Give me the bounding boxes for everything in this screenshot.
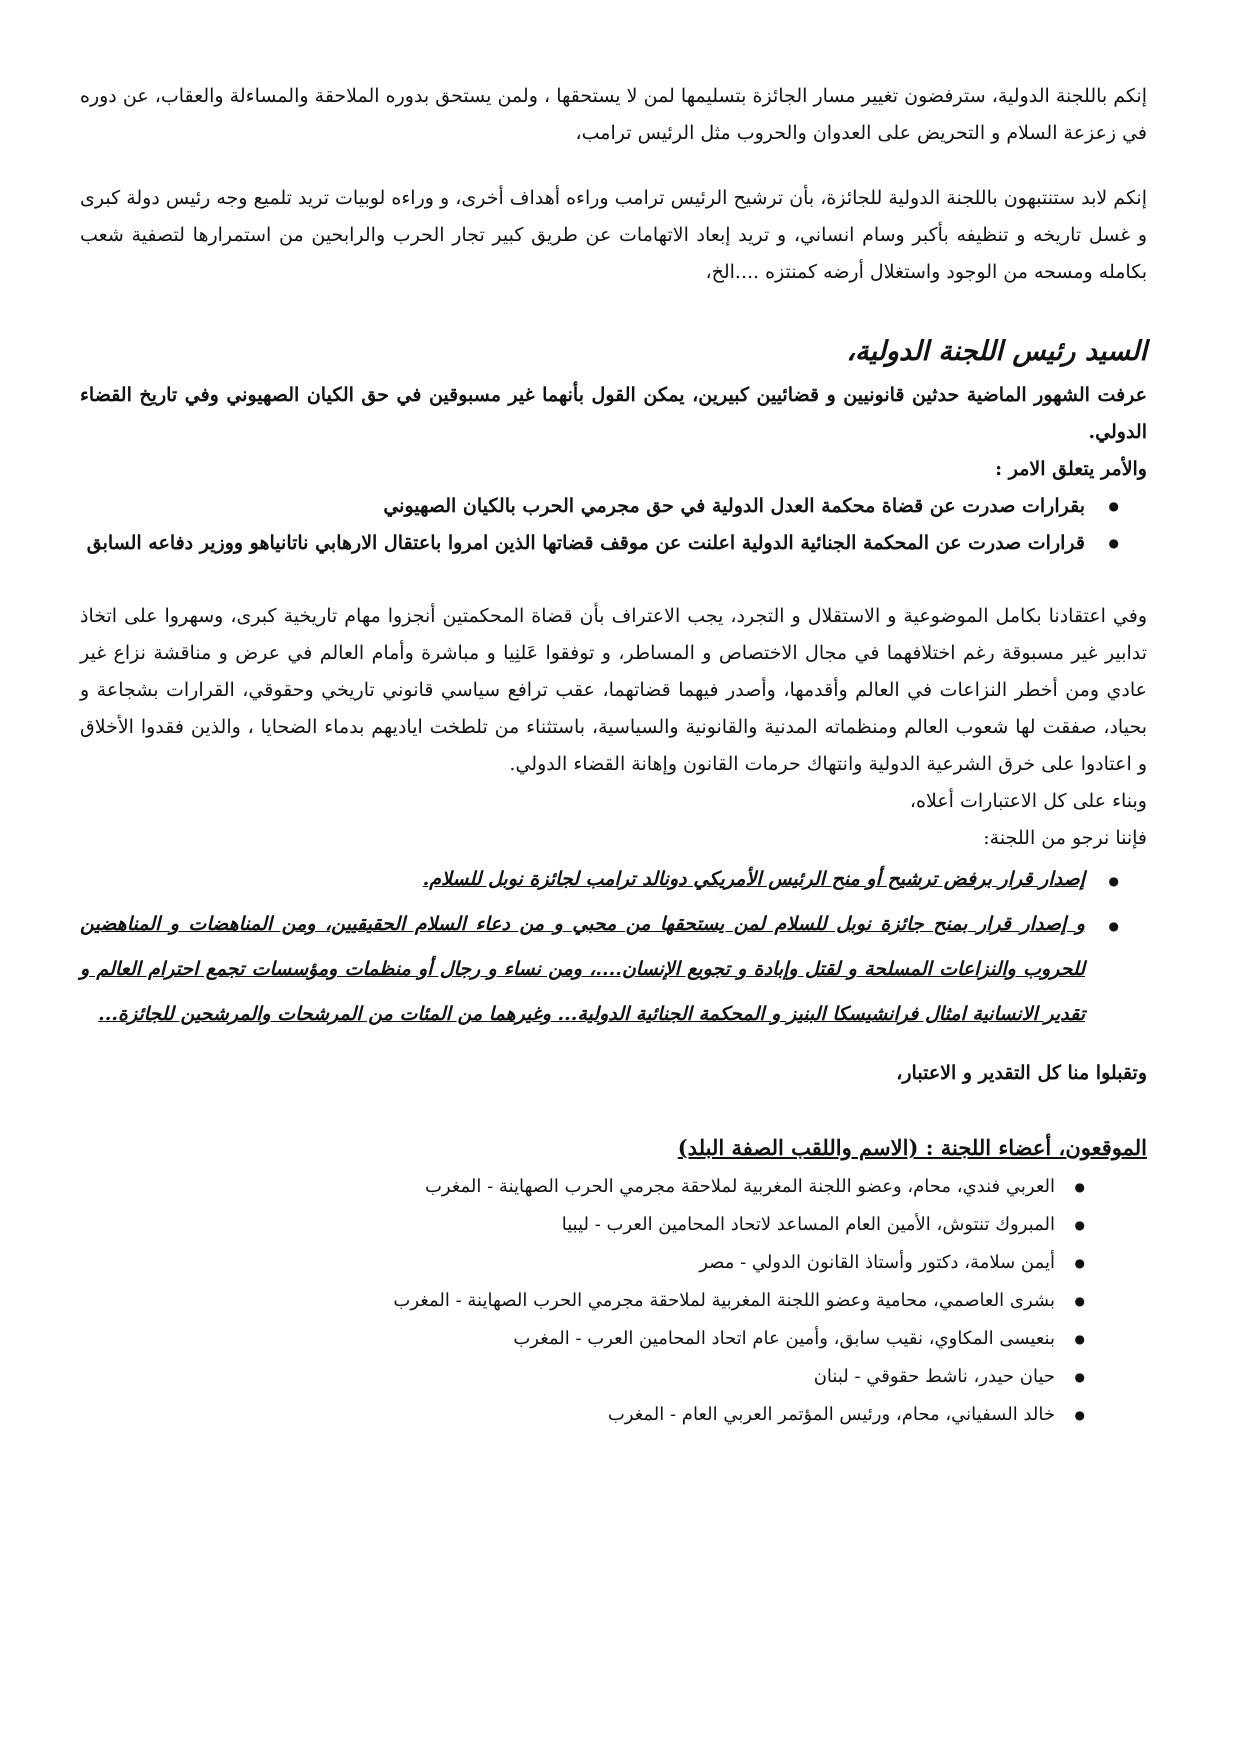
- assessment-paragraph: وفي اعتقادنا بكامل الموضوعية و الاستقلال و التجرد، يجب الاعتراف بأن قضاة المحكمتين أنجزوا مهام تاريخية كبرى، وسهروا على اتخاذ تدابير غير مسبوقة رغم اختلافهما في مجال الاختصاص و المساطر، و توفقوا عَلنِيا و مباشرة وأمام العالم في عرض و مناقشة نزاع غير عادي ومن أخطر النزاعات في العالم وأقدمها، وأصدر فيهما قضاتهما، عقب ترافع سياسي قانوني تاريخي وحقوقي، القرارات بشجاعة و بحياد، صفقت لها شعوب العالم ومنظماته المدنية والقانونية والسياسية، باستثناء من تلطخت اياديهم بدماء الضحايا ، والذين فقدوا الأخلاق و اعتادوا على خرق الشرعية الدولية وانتهاك حرمات القانون وإهانة القضاء الدولي.: [80, 605, 1147, 775]
- signatory-item: ● بنعيسى المكاوي، نقيب سابق، وأمين عام اتحاد المحامين العرب - المغرب: [80, 1320, 1147, 1358]
- signatory-item: ● أيمن سلامة، دكتور وأستاذ القانون الدولي - مصر: [80, 1244, 1147, 1282]
- address-heading: السيد رئيس اللجنة الدولية،: [846, 336, 1147, 367]
- subject-line: والأمر يتعلق الامر :: [995, 458, 1147, 480]
- signatories-list: [80, 1168, 1147, 1434]
- address-body: عرفت الشهور الماضية حدثين قانونيين و قضائيين كبيرين، يمكن القول بأنهما غير مسبوقين في حق الكيان الصهيوني وفي تاريخ القضاء الدولي.: [80, 384, 1148, 443]
- decision-item: ● قرارات صدرت عن المحكمة الجنائية الدولية اعلنت عن موقف قضاتها الذين امروا باعتقال الارهابي ناتانياهو ووزير دفاعه السابق: [80, 525, 1147, 562]
- signatories-title: الموقعون، أعضاء اللجنة : (الاسم واللقب الصفة البلد): [677, 1135, 1147, 1160]
- request-intro: فإننا نرجو من اللجنة:: [983, 827, 1147, 849]
- decisions-list: [80, 488, 1147, 562]
- signatory-item: ● العربي فندي، محام، وعضو اللجنة المغربية لملاحقة مجرمي الحرب الصهاينة - المغرب: [80, 1168, 1147, 1206]
- signatory-item: ● خالد السفياني، محام، ورئيس المؤتمر العربي العام - المغرب: [80, 1396, 1147, 1434]
- requests-list: [80, 857, 1147, 1037]
- signatory-item: ● حيان حيدر، ناشط حقوقي - لبنان: [80, 1358, 1147, 1396]
- signatory-item: ● المبروك تنتوش، الأمين العام المساعد لاتحاد المحامين العرب - ليبيا: [80, 1206, 1147, 1244]
- based-on-line: وبناء على كل الاعتبارات أعلاه،: [909, 790, 1147, 812]
- decision-item: ● بقرارات صدرت عن قضاة محكمة العدل الدولية في حق مجرمي الحرب بالكيان الصهيوني: [80, 488, 1147, 525]
- closing-line: وتقبلوا منا كل التقدير و الاعتبار،: [896, 1062, 1147, 1084]
- request-item: ● إصدار قرار برفض ترشيح أو منح الرئيس الأمريكي دونالد ترامب لجائزة نوبل للسلام.: [80, 857, 1147, 902]
- signatory-item: ● بشرى العاصمي، محامية وعضو اللجنة المغربية لملاحقة مجرمي الحرب الصهاينة - المغرب: [80, 1282, 1147, 1320]
- request-item: ● و إصدار قرار بمنح جائزة نوبل للسلام لمن يستحقها من محبي و من دعاء السلام الحقيقيين، ومن المناهضات و المناهضين للحروب والنزاعات المسلحة و لقتل وإبادة و تجويع الإنسان....، ومن نساء و رجال أو منظمات ومؤسسات تجمع احترام العالم و تقدير الانسانية امثال فرانشيسكا البنيز و المحكمة الجنائية الدولية... وغيرهما من المئات من المرشحات والمرشحين للجائزة...: [80, 902, 1147, 1037]
- intro-paragraph-1: إنكم باللجنة الدولية، سترفضون تغيير مسار الجائزة بتسليمها لمن لا يستحقها ، ولمن يستحق بدوره الملاحقة والمساءلة والعقاب، عن دوره في زعزعة السلام و التحريض على العدوان والحروب مثل الرئيس ترامب،: [80, 85, 1147, 144]
- intro-paragraph-2: إنكم لابد ستنتبهون باللجنة الدولية للجائزة، بأن ترشيح الرئيس ترامب وراءه أهداف أخرى، و وراءه لوبيات تريد تلميع وجه رئيس دولة كبرى و غسل تاريخه و تنظيفه بأكبر وسام انساني، و تريد إبعاد الاتهامات عن طريق كبير تجار الحرب والرابحين من استمرارها لتصفية شعب بكامله ومسحه من الوجود واستغلال أرضه كمنتزه ....الخ،: [80, 187, 1147, 283]
